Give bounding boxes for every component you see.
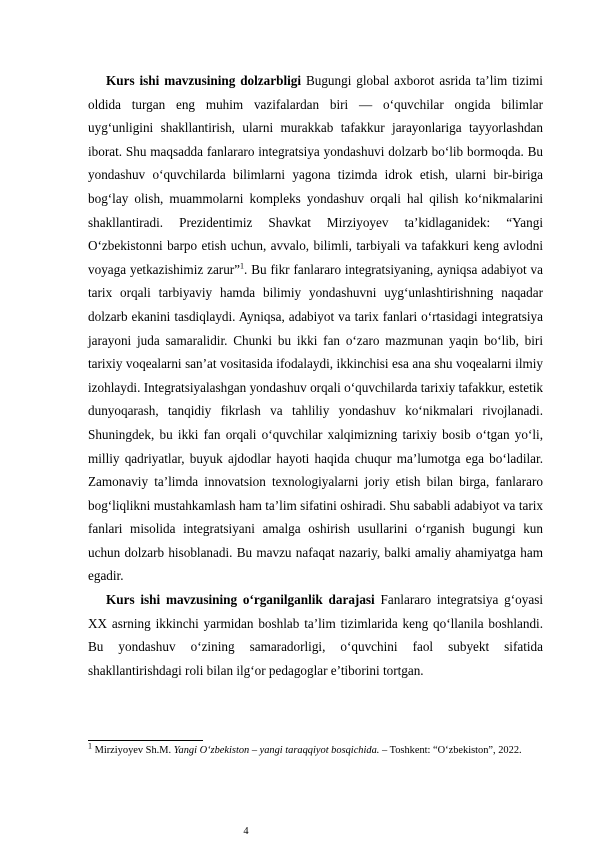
footnote-mark: 1 — [88, 741, 92, 751]
heading-study-level: Kurs ishi mavzusining o‘rganilganlik darajasi — [106, 592, 375, 608]
footnote — [88, 741, 543, 758]
footnote-divider — [88, 740, 203, 741]
paragraph-relevance — [88, 69, 543, 588]
page-number: 4 — [243, 826, 249, 837]
study-level-text: Fanlararo integratsiya g‘oyasi XX asrning ikkinchi yarmidan boshlab ta’lim tizimlarida keng qo‘llanila boshlandi. Bu yondashuv o‘zining samaradorligi, o‘quvchini faol subyekt sifatida shakllantirishdagi roli bilan ilg‘or pedagoglar e’tiborini tortgan. — [88, 592, 544, 678]
heading-relevance: Kurs ishi mavzusining dolzarbligi — [106, 73, 302, 88]
footnote-title: Yangi O‘zbekiston – yangi taraqqiyot bosqichida. — [173, 745, 380, 756]
footnote-reference[interactable]: 1 — [240, 261, 245, 271]
paragraph-study-level — [88, 588, 543, 682]
footnote-author: Mirziyoyev Sh.M. — [92, 745, 174, 756]
relevance-text-continued: . Bu fikr fanlararo integratsiyaning, ayniqsa adabiyot va tarix orqali tarbiyaviy hamda bilimiy yondashuvni uyg‘unlashtirishning naqadar dolzarb ekanini tasdiqlaydi. Ayniqsa, adabiyot va tarix fanlari o‘rtasidagi integratsiya jarayoni juda samaralidir. Chunki bu ikki fan o‘zaro mazmunan yaqin bo‘lib, biri tarixiy voqealarni san’at vositasida ifodalaydi, ikkinchisi esa ana shu voqealarni ilmiy izohlaydi. Integratsiyalashgan yondashuv orqali o‘quvchilarda tarixiy tafakkur, estetik dunyoqarash, tanqidiy fikrlash va tahliliy yondashuv ko‘nikmalari rivojlanadi. Shuningdek, bu ikki fan orqali o‘quvchilar xalqimizning tarixiy bosib o‘tgan yo‘li, milliy qadriyatlar, buyuk ajdodlar hayoti haqida chuqur ma’lumotga ega bo‘ladilar. Zamonaviy ta’limda innovatsion texnologiyalarni joriy etish bilan birga, fanlararo bog‘liqlikni mustahkamlash ham ta’lim sifatini oshiradi. Shu sababli adabiyot va tarix fanlari misolida integratsiyani amalga oshirish usullarini o‘rganish bugungi kun uchun dolzarb hisoblanadi. Bu mavzu nafaqat nazariy, balki amaliy ahamiyatga ham egadir. — [88, 261, 543, 584]
document-body — [88, 69, 543, 682]
relevance-text: Bugungi global axborot asrida ta’lim tizimi oldida turgan eng muhim vazifalardan biri — o‘quvchilar ongida bilimlar uyg‘unligini shakllantirish, ularni murakkab tafakkur jarayonlariga tayyorlashdan iborat. Shu maqsadda fanlararo integratsiya yondashuvi dolzarb bo‘lib bormoqda. Bu yondashuv o‘quvchilarda bilimlarni yagona tizimda idrok etish, ularni bir-biriga bog‘lay olish, muammolarni kompleks yondashuv orqali hal qilish ko‘nikmalarini shakllantiradi. Prezidentimiz Shavkat Mirziyoyev ta’kidlaganidek: “Yangi O‘zbekistonni barpo etish uchun, avvalo, bilimli, tarbiyali va tafakkuri keng avlodni voyaga yetkazishimiz zarur” — [88, 73, 543, 277]
footnote-publisher: – Toshkent: “O‘zbekiston”, 2022. — [379, 745, 522, 756]
